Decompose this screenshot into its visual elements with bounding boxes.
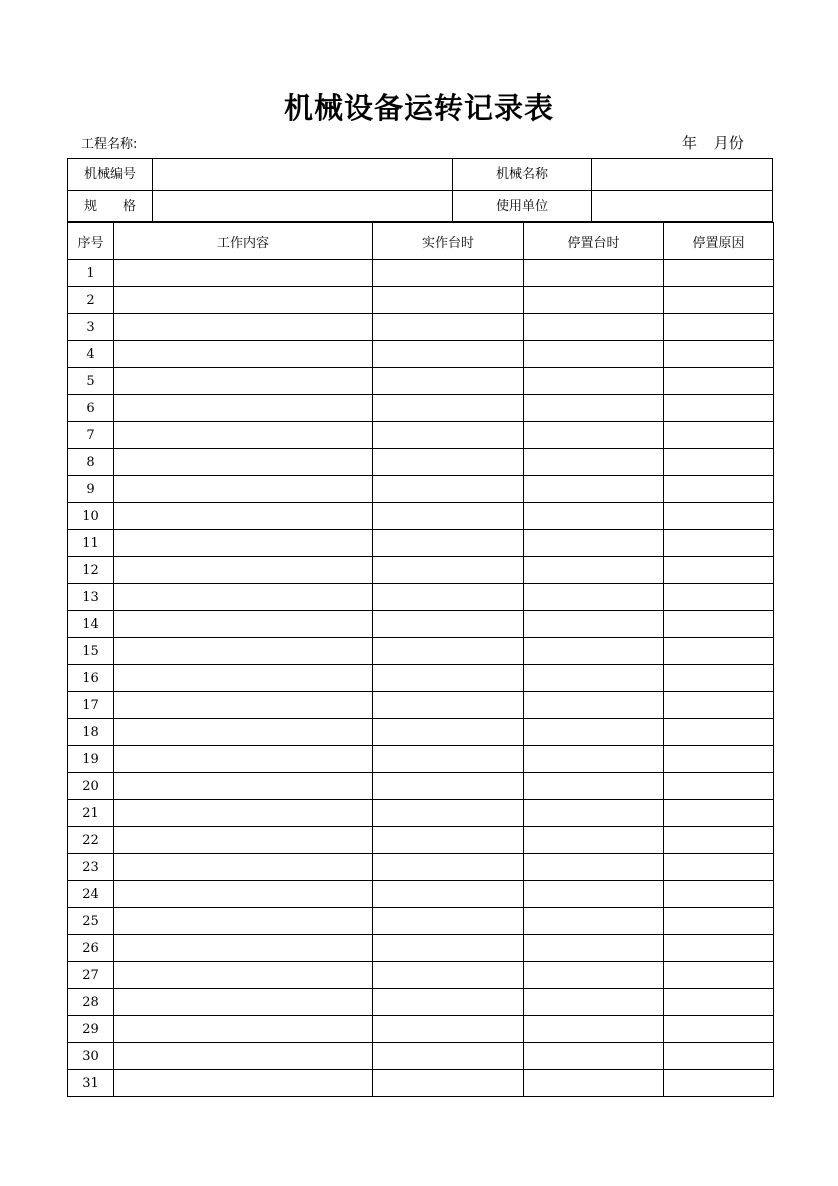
row-number: 9: [68, 476, 114, 503]
actual-hours-cell[interactable]: [373, 449, 524, 476]
idle-reason-cell[interactable]: [664, 881, 774, 908]
row-number: 29: [68, 1016, 114, 1043]
idle-hours-cell[interactable]: [524, 449, 664, 476]
table-row: [68, 773, 774, 800]
actual-hours-cell[interactable]: [373, 422, 524, 449]
idle-hours-cell[interactable]: [524, 692, 664, 719]
work-content-cell[interactable]: [114, 800, 373, 827]
work-content-cell[interactable]: [114, 314, 373, 341]
row-number: 1: [68, 260, 114, 287]
table-row: [68, 314, 774, 341]
actual-hours-cell[interactable]: [373, 773, 524, 800]
idle-hours-cell[interactable]: [524, 503, 664, 530]
table-row: [68, 395, 774, 422]
work-content-cell[interactable]: [114, 854, 373, 881]
idle-hours-cell[interactable]: [524, 1070, 664, 1097]
actual-hours-cell[interactable]: [373, 287, 524, 314]
work-content-cell[interactable]: [114, 746, 373, 773]
actual-hours-cell[interactable]: [373, 395, 524, 422]
row-number: 27: [68, 962, 114, 989]
idle-hours-cell[interactable]: [524, 260, 664, 287]
actual-hours-cell[interactable]: [373, 260, 524, 287]
actual-hours-cell[interactable]: [373, 530, 524, 557]
project-name-label: 工程名称:: [81, 137, 138, 152]
idle-hours-cell[interactable]: [524, 1043, 664, 1070]
work-content-cell[interactable]: [114, 503, 373, 530]
work-content-cell[interactable]: [114, 557, 373, 584]
work-content-cell[interactable]: [114, 692, 373, 719]
machine-number-label: 机械编号: [83, 167, 136, 182]
idle-hours-cell[interactable]: [524, 962, 664, 989]
table-row: [68, 260, 774, 287]
date-label: 年 月份: [682, 134, 744, 152]
table-row: [68, 962, 774, 989]
idle-reason-cell[interactable]: [664, 1070, 774, 1097]
row-number: 24: [68, 881, 114, 908]
work-content-cell[interactable]: [114, 449, 373, 476]
work-content-cell[interactable]: [114, 1043, 373, 1070]
spec-field[interactable]: [153, 191, 452, 222]
table-row: [68, 908, 774, 935]
idle-hours-cell[interactable]: [524, 827, 664, 854]
actual-hours-cell[interactable]: [373, 1016, 524, 1043]
table-row: [68, 1016, 774, 1043]
idle-hours-cell[interactable]: [524, 368, 664, 395]
idle-hours-cell[interactable]: [524, 773, 664, 800]
user-unit-label: 使用单位: [495, 199, 548, 214]
actual-hours-cell[interactable]: [373, 881, 524, 908]
col-header-actual-hours: 实作台时: [373, 223, 524, 260]
idle-hours-cell[interactable]: [524, 287, 664, 314]
actual-hours-cell[interactable]: [373, 719, 524, 746]
idle-reason-cell[interactable]: [664, 557, 774, 584]
idle-hours-cell[interactable]: [524, 908, 664, 935]
idle-reason-cell[interactable]: [664, 746, 774, 773]
idle-hours-cell[interactable]: [524, 665, 664, 692]
idle-hours-cell[interactable]: [524, 881, 664, 908]
idle-reason-cell[interactable]: [664, 611, 774, 638]
table-row: [68, 1070, 774, 1097]
row-number: 16: [68, 665, 114, 692]
actual-hours-cell[interactable]: [373, 935, 524, 962]
idle-reason-cell[interactable]: [664, 287, 774, 314]
actual-hours-cell[interactable]: [373, 854, 524, 881]
work-content-cell[interactable]: [114, 1016, 373, 1043]
row-number: 21: [68, 800, 114, 827]
idle-reason-cell[interactable]: [664, 449, 774, 476]
idle-hours-cell[interactable]: [524, 638, 664, 665]
actual-hours-cell[interactable]: [373, 503, 524, 530]
actual-hours-cell[interactable]: [373, 827, 524, 854]
actual-hours-cell[interactable]: [373, 989, 524, 1016]
table-row: [68, 422, 774, 449]
idle-hours-cell[interactable]: [524, 341, 664, 368]
table-row: [68, 1043, 774, 1070]
work-content-cell[interactable]: [114, 908, 373, 935]
work-content-cell[interactable]: [114, 584, 373, 611]
table-row: [68, 341, 774, 368]
row-number: 3: [68, 314, 114, 341]
table-row: [68, 692, 774, 719]
idle-reason-cell[interactable]: [664, 260, 774, 287]
row-number: 10: [68, 503, 114, 530]
table-row: [68, 935, 774, 962]
work-content-cell[interactable]: [114, 989, 373, 1016]
idle-reason-cell[interactable]: [664, 314, 774, 341]
table-row: [68, 287, 774, 314]
work-content-cell[interactable]: [114, 368, 373, 395]
row-number: 22: [68, 827, 114, 854]
actual-hours-cell[interactable]: [373, 584, 524, 611]
idle-hours-cell[interactable]: [524, 584, 664, 611]
work-content-cell[interactable]: [114, 719, 373, 746]
actual-hours-cell[interactable]: [373, 1070, 524, 1097]
idle-reason-cell[interactable]: [664, 341, 774, 368]
row-number: 14: [68, 611, 114, 638]
actual-hours-cell[interactable]: [373, 692, 524, 719]
table-row: [68, 881, 774, 908]
table-row: [68, 584, 774, 611]
idle-reason-cell[interactable]: [664, 530, 774, 557]
idle-hours-cell[interactable]: [524, 935, 664, 962]
idle-reason-cell[interactable]: [664, 692, 774, 719]
idle-reason-cell[interactable]: [664, 368, 774, 395]
row-number: 19: [68, 746, 114, 773]
row-number: 17: [68, 692, 114, 719]
col-header-work-content: 工作内容: [114, 223, 373, 260]
idle-hours-cell[interactable]: [524, 746, 664, 773]
work-content-cell[interactable]: [114, 773, 373, 800]
row-number: 4: [68, 341, 114, 368]
actual-hours-cell[interactable]: [373, 341, 524, 368]
row-number: 7: [68, 422, 114, 449]
idle-reason-cell[interactable]: [664, 584, 774, 611]
row-number: 6: [68, 395, 114, 422]
table-row: [68, 719, 774, 746]
work-content-cell[interactable]: [114, 476, 373, 503]
work-content-cell[interactable]: [114, 287, 373, 314]
actual-hours-cell[interactable]: [373, 665, 524, 692]
row-number: 13: [68, 584, 114, 611]
row-number: 23: [68, 854, 114, 881]
idle-hours-cell[interactable]: [524, 530, 664, 557]
row-number: 12: [68, 557, 114, 584]
row-number: 18: [68, 719, 114, 746]
idle-reason-cell[interactable]: [664, 935, 774, 962]
col-header-idle-reason: 停置原因: [664, 223, 774, 260]
machine-name-label: 机械名称: [495, 167, 548, 182]
work-content-cell[interactable]: [114, 962, 373, 989]
idle-hours-cell[interactable]: [524, 854, 664, 881]
idle-reason-cell[interactable]: [664, 503, 774, 530]
row-number: 31: [68, 1070, 114, 1097]
table-header-row: [68, 223, 774, 260]
work-content-cell[interactable]: [114, 935, 373, 962]
machine-name-field[interactable]: [592, 159, 772, 190]
idle-hours-cell[interactable]: [524, 800, 664, 827]
idle-hours-cell[interactable]: [524, 476, 664, 503]
operation-record-table: [67, 222, 774, 1097]
idle-reason-cell[interactable]: [664, 1016, 774, 1043]
table-row: [68, 368, 774, 395]
idle-reason-cell[interactable]: [664, 962, 774, 989]
row-number: 25: [68, 908, 114, 935]
table-row: [68, 476, 774, 503]
idle-reason-cell[interactable]: [664, 476, 774, 503]
work-content-cell[interactable]: [114, 260, 373, 287]
actual-hours-cell[interactable]: [373, 908, 524, 935]
idle-hours-cell[interactable]: [524, 611, 664, 638]
actual-hours-cell[interactable]: [373, 557, 524, 584]
table-row: [68, 530, 774, 557]
idle-reason-cell[interactable]: [664, 638, 774, 665]
idle-hours-cell[interactable]: [524, 1016, 664, 1043]
actual-hours-cell[interactable]: [373, 746, 524, 773]
work-content-cell[interactable]: [114, 422, 373, 449]
work-content-cell[interactable]: [114, 1070, 373, 1097]
row-number: 26: [68, 935, 114, 962]
table-row: [68, 557, 774, 584]
actual-hours-cell[interactable]: [373, 800, 524, 827]
table-row: [68, 638, 774, 665]
table-row: [68, 503, 774, 530]
idle-hours-cell[interactable]: [524, 989, 664, 1016]
row-number: 8: [68, 449, 114, 476]
col-header-idle-hours: 停置台时: [524, 223, 664, 260]
actual-hours-cell[interactable]: [373, 476, 524, 503]
row-number: 30: [68, 1043, 114, 1070]
idle-hours-cell[interactable]: [524, 395, 664, 422]
idle-reason-cell[interactable]: [664, 854, 774, 881]
table-row: [68, 827, 774, 854]
work-content-cell[interactable]: [114, 611, 373, 638]
work-content-cell[interactable]: [114, 395, 373, 422]
actual-hours-cell[interactable]: [373, 1043, 524, 1070]
table-row: [68, 854, 774, 881]
table-row: [68, 746, 774, 773]
work-content-cell[interactable]: [114, 530, 373, 557]
table-row: [68, 989, 774, 1016]
idle-reason-cell[interactable]: [664, 773, 774, 800]
row-number: 2: [68, 287, 114, 314]
idle-reason-cell[interactable]: [664, 395, 774, 422]
spec-label: 规 格: [83, 199, 136, 214]
idle-reason-cell[interactable]: [664, 719, 774, 746]
table-row: [68, 611, 774, 638]
actual-hours-cell[interactable]: [373, 368, 524, 395]
idle-reason-cell[interactable]: [664, 665, 774, 692]
work-content-cell[interactable]: [114, 665, 373, 692]
idle-reason-cell[interactable]: [664, 989, 774, 1016]
work-content-cell[interactable]: [114, 341, 373, 368]
idle-hours-cell[interactable]: [524, 557, 664, 584]
col-header-seq: 序号: [68, 223, 114, 260]
idle-reason-cell[interactable]: [664, 422, 774, 449]
actual-hours-cell[interactable]: [373, 962, 524, 989]
machine-info-table: [67, 158, 773, 222]
idle-hours-cell[interactable]: [524, 314, 664, 341]
table-row: [68, 449, 774, 476]
row-number: 15: [68, 638, 114, 665]
user-unit-field[interactable]: [592, 191, 772, 222]
idle-hours-cell[interactable]: [524, 719, 664, 746]
row-number: 11: [68, 530, 114, 557]
machine-number-field[interactable]: [153, 159, 452, 190]
actual-hours-cell[interactable]: [373, 611, 524, 638]
row-number: 28: [68, 989, 114, 1016]
actual-hours-cell[interactable]: [373, 314, 524, 341]
idle-reason-cell[interactable]: [664, 908, 774, 935]
table-row: [68, 800, 774, 827]
idle-reason-cell[interactable]: [664, 1043, 774, 1070]
table-row: [68, 665, 774, 692]
row-number: 20: [68, 773, 114, 800]
work-content-cell[interactable]: [114, 827, 373, 854]
idle-hours-cell[interactable]: [524, 422, 664, 449]
idle-reason-cell[interactable]: [664, 827, 774, 854]
page-title: 机械设备运转记录表: [283, 91, 554, 125]
work-content-cell[interactable]: [114, 881, 373, 908]
row-number: 5: [68, 368, 114, 395]
actual-hours-cell[interactable]: [373, 638, 524, 665]
work-content-cell[interactable]: [114, 638, 373, 665]
idle-reason-cell[interactable]: [664, 800, 774, 827]
